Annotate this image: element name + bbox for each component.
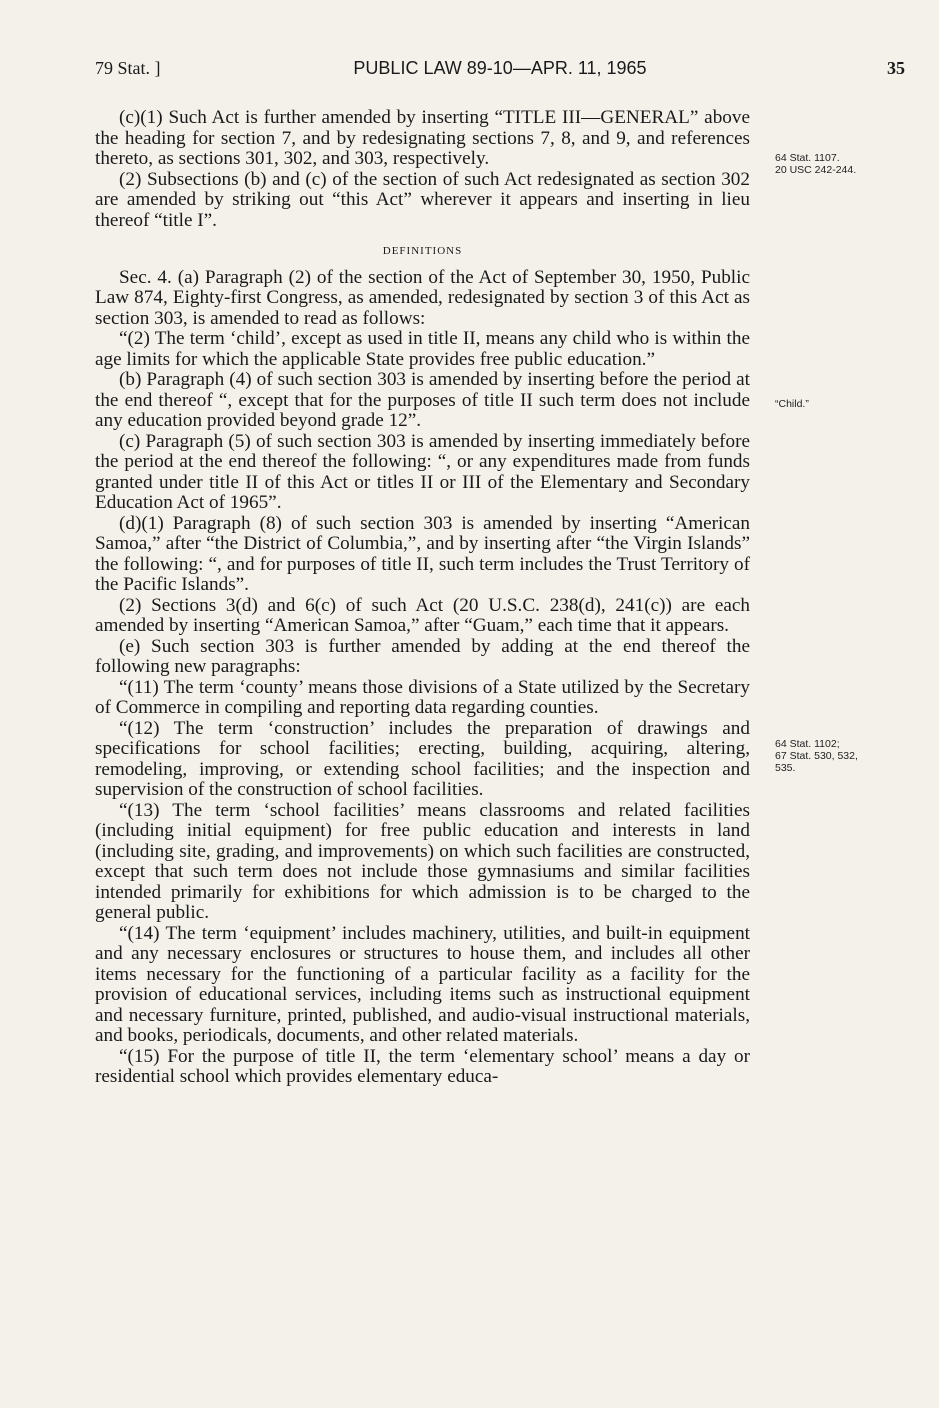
statute-reference: 79 Stat. ] [95, 58, 161, 78]
margin-note-citation [775, 738, 858, 774]
page-number: 35 [887, 58, 905, 78]
margin-note-child [775, 398, 809, 410]
paragraph: “(15) For the purpose of title II, the term ‘elementary school’ means a day or residential school which provides elementary educa- [95, 1045, 750, 1087]
paragraph: “(11) The term ‘county’ means those divisions of a State utilized by the Secretary of Commerce in compiling and reporting data regarding counties. [95, 676, 750, 718]
paragraph: “(13) The term ‘school facilities’ means classrooms and related facilities (including initial equipment) for free public education and interests in land (including site, grading, and improvements) on which such facilities are constructed, except that such term does not include those gymnasiums and similar facilities intended primarily for exhibitions for which admission is to be charged to the general public. [95, 799, 750, 923]
margin-note-line: “Child.” [775, 398, 809, 410]
paragraph: Sec. 4. (a) Paragraph (2) of the section of the Act of September 30, 1950, Public Law 874, Eighty-first Congress, as amended, redesignated by section 3 of this Act as section 303, is amended to read as follows: [95, 266, 750, 329]
section-heading: DEFINITIONS [382, 245, 463, 257]
margin-note-line: 20 USC 242-244. [775, 164, 857, 176]
document-body [95, 108, 750, 1088]
paragraph: “(2) The term ‘child’, except as used in title II, means any child who is within the age limits for which the applicable State provides free public education.” [95, 328, 750, 370]
page-header [95, 58, 905, 86]
paragraph: (2) Sections 3(d) and 6(c) of such Act (20 U.S.C. 238(d), 241(c)) are each amended by inserting “American Samoa,” after “Guam,” each time that it appears. [95, 594, 750, 636]
page-title: PUBLIC LAW 89-10—APR. 11, 1965 [353, 58, 647, 78]
paragraph: (e) Such section 303 is further amended by adding at the end thereof the following new paragraphs: [95, 635, 750, 677]
paragraph: (c) Paragraph (5) of such section 303 is amended by inserting immediately before the period at the end thereof the following: “, or any expenditures made from funds granted under title II of this Act or titles II or III of the Elementary and Secondary Education Act of 1965”. [95, 430, 750, 513]
margin-note-citation [775, 152, 856, 176]
margin-note-line: 535. [775, 762, 796, 774]
paragraph: “(12) The term ‘construction’ includes the preparation of drawings and specifications for school facilities; erecting, building, acquiring, altering, remodeling, improving, or extending school facilities; and the inspection and supervision of the construction of school facilities. [95, 717, 750, 800]
paragraph: (2) Subsections (b) and (c) of the section of such Act redesignated as section 302 are amended by striking out “this Act” wherever it appears and inserting in lieu thereof “title I”. [95, 168, 750, 231]
paragraph: (b) Paragraph (4) of such section 303 is amended by inserting before the period at the end thereof “, except that for the purposes of title II such term does not include any education provided beyond grade 12”. [95, 369, 750, 431]
margin-note-line: 64 Stat. 1107. [775, 152, 840, 164]
margin-note-line: 67 Stat. 530, 532, [775, 750, 858, 762]
margin-note-line: 64 Stat. 1102; [775, 738, 840, 750]
paragraph: (c)(1) Such Act is further amended by inserting “TITLE III—GENERAL” above the heading for section 7, and by redesignating sections 7, 8, and 9, and references thereto, as sections 301, 302, and 303, respectively. [95, 107, 750, 169]
paragraph: (d)(1) Paragraph (8) of such section 303 is amended by inserting “American Samoa,” after “the District of Columbia,”, and by inserting after “the Virgin Islands” the following: “, and for purposes of title II, such term includes the Trust Territory of the Pacific Islands”. [95, 512, 750, 595]
paragraph: “(14) The term ‘equipment’ includes machinery, utilities, and built-in equipment and any necessary enclosures or structures to house them, and includes all other items necessary for the functioning of a particular facility as a facility for the provision of educational services, including items such as instructional equipment and necessary furniture, printed, published, and audio-visual instructional materials, and books, periodicals, documents, and other related materials. [95, 922, 750, 1046]
